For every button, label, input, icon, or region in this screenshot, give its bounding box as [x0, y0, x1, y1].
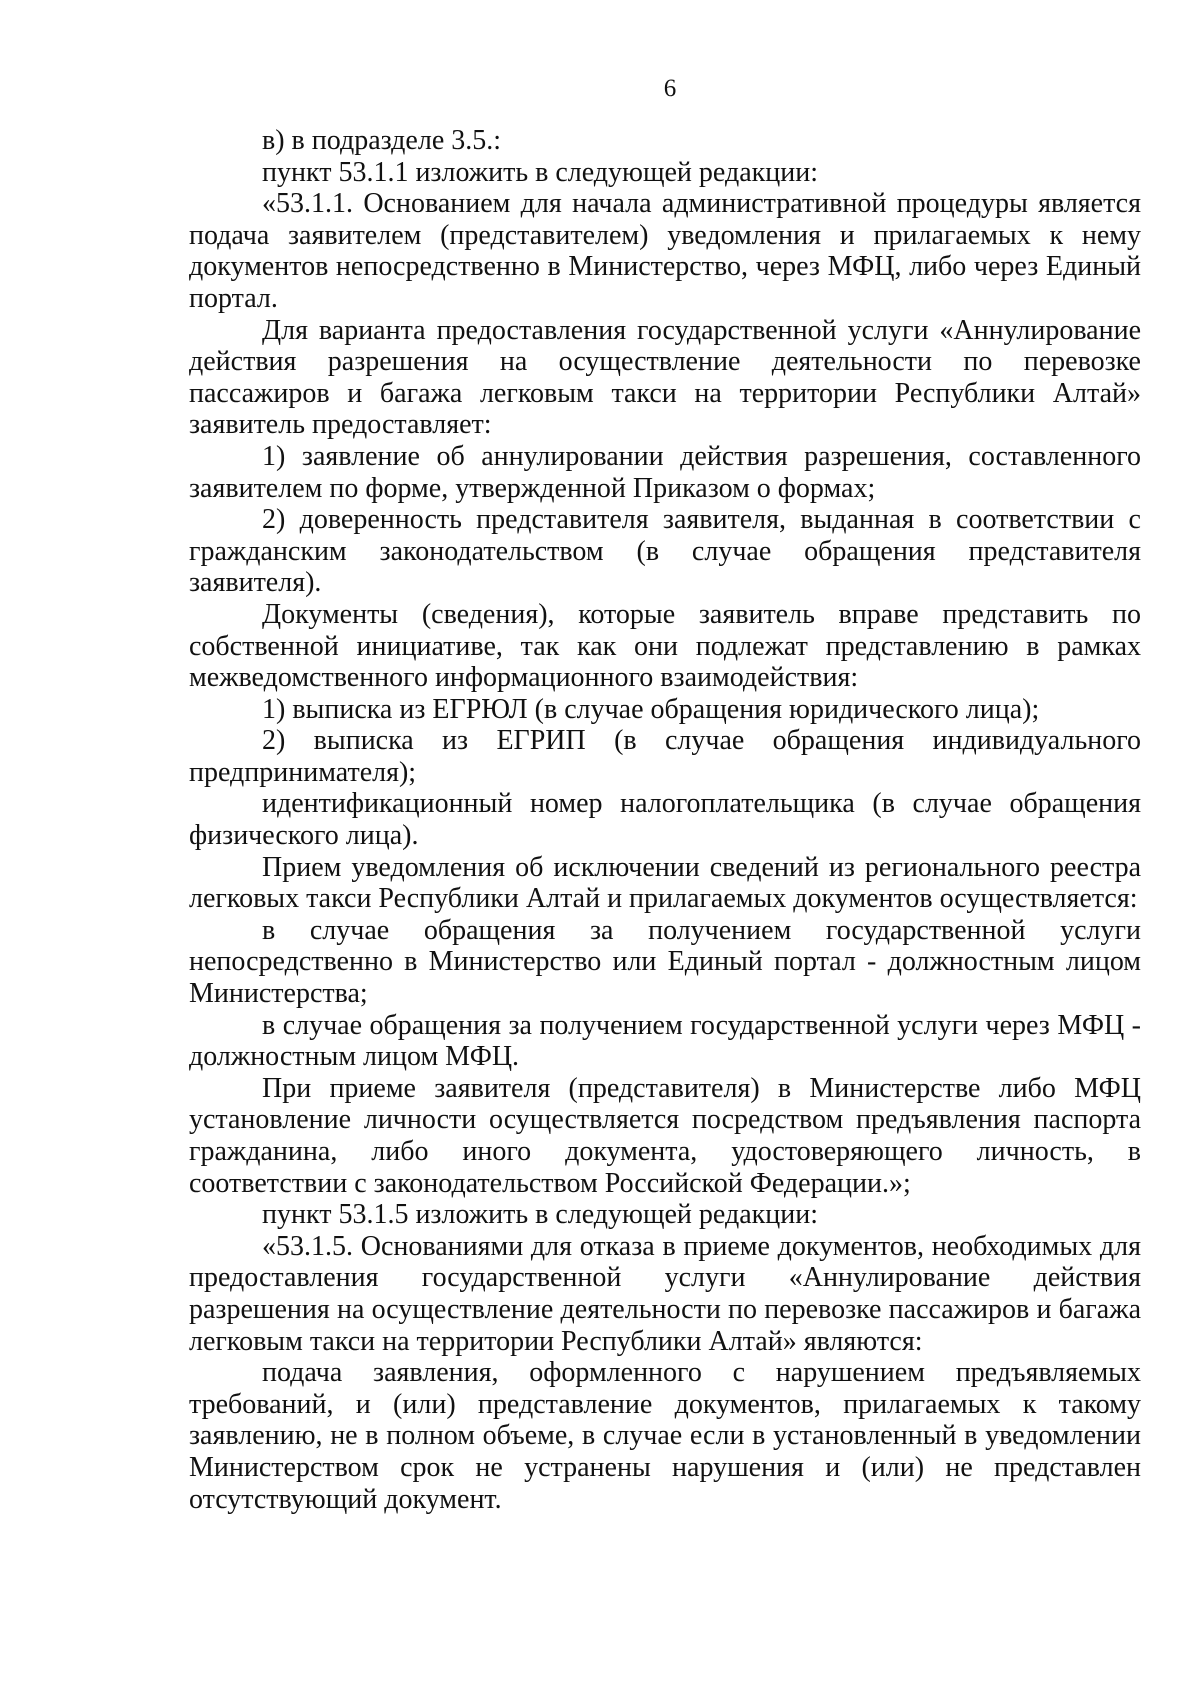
page-number: 6	[663, 75, 677, 102]
paragraph-amend-53-1-1: пункт 53.1.1 изложить в следующей редакции:	[262, 156, 818, 188]
paragraph-identity: При приеме заявителя (представителя) в Министерстве либо МФЦ установление личности осуществляется посредством предъявления паспорта гражданина, либо иного документа, удостоверяющего личность, в соответствии с законодательством Российской Федерации.»;	[189, 1072, 1141, 1199]
paragraph-53-1-1: «53.1.1. Основанием для начала административной процедуры является подача заявителем (представителем) уведомления и прилагаемых к нему документов непосредственно в Министерство, через МФЦ, либо через Единый портал.	[189, 188, 1141, 314]
list-item-inn: идентификационный номер налогоплательщика (в случае обращения физического лица).	[189, 788, 1141, 852]
paragraph-variant-provision: Для варианта предоставления государственной услуги «Аннулирование действия разрешения на осуществление деятельности по перевозке пассажиров и багажа легковым такси на территории Республики Алтай» заявитель предоставляет:	[189, 314, 1141, 441]
paragraph-53-1-5: «53.1.5. Основаниями для отказа в приеме документов, необходимых для предоставления государственной услуги «Аннулирование действия разрешения на осуществление деятельности по перевозке пассажиров и багажа легковым такси на территории Республики Алтай» являются:	[189, 1230, 1141, 1357]
list-item-application: 1) заявление об аннулировании действия разрешения, составленного заявителем по форме, утвержденной Приказом о формах;	[189, 440, 1141, 504]
paragraph-subsection-heading: в) в подразделе 3.5.:	[262, 125, 502, 156]
list-item-egrip: 2) выписка из ЕГРИП (в случае обращения индивидуального предпринимателя);	[189, 725, 1141, 788]
paragraph-reception-ministry: в случае обращения за получением государственной услуги непосредственно в Министерство или Единый портал - должностным лицом Министерства;	[189, 914, 1141, 1010]
paragraph-reception: Прием уведомления об исключении сведений из регионального реестра легковых такси Республики Алтай и прилагаемых документов осуществляется:	[189, 851, 1141, 915]
paragraph-amend-53-1-5: пункт 53.1.5 изложить в следующей редакции:	[262, 1199, 818, 1231]
list-item-egrul: 1) выписка из ЕГРЮЛ (в случае обращения юридического лица);	[262, 693, 1040, 725]
document-body	[189, 125, 1141, 1515]
list-item-power-of-attorney: 2) доверенность представителя заявителя, выданная в соответствии с гражданским законодательством (в случае обращения представителя заявителя).	[189, 504, 1141, 599]
paragraph-reception-mfc: в случае обращения за получением государственной услуги через МФЦ - должностным лицом МФЦ.	[189, 1009, 1141, 1073]
paragraph-optional-documents: Документы (сведения), которые заявитель вправе представить по собственной инициативе, так как они подлежат представлению в рамках межведомственного информационного взаимодействия:	[189, 598, 1141, 694]
paragraph-refusal-grounds: подача заявления, оформленного с нарушением предъявляемых требований, и (или) представление документов, прилагаемых к такому заявлению, не в полном объеме, в случае если в установленный в уведомлении Министерством срок не устранены нарушения и (или) не представлен отсутствующий документ.	[189, 1357, 1141, 1515]
